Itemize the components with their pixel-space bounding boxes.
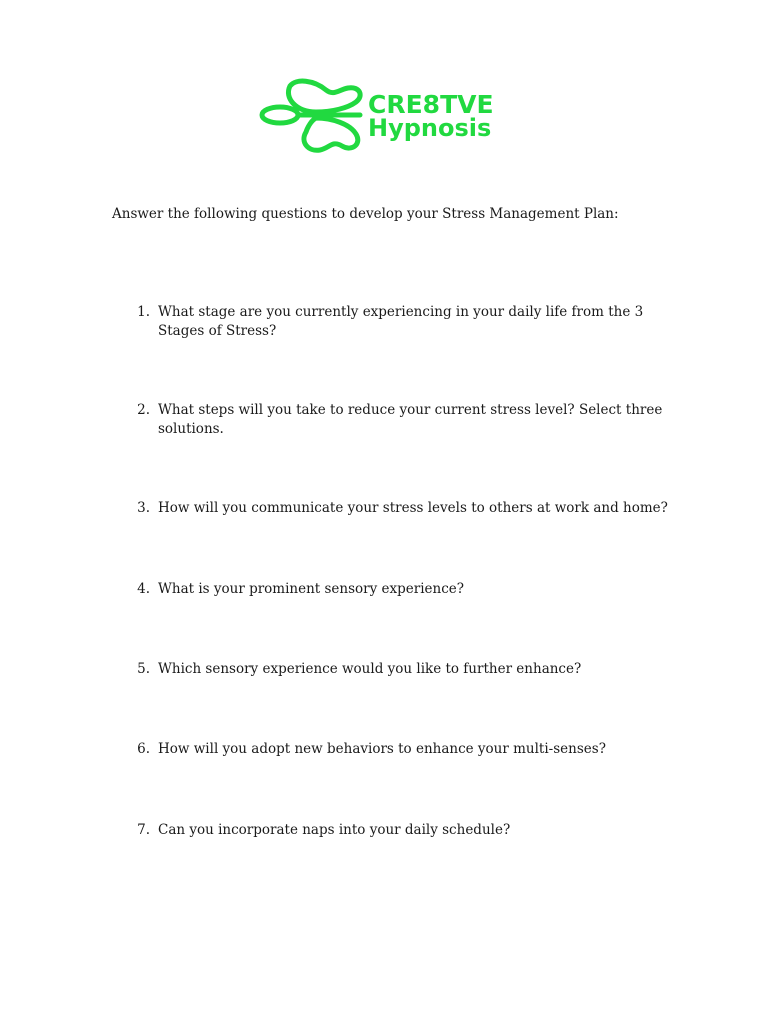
question-text: What steps will you take to reduce your current stress level? Select three solutions. <box>158 402 663 437</box>
question-text: How will you adopt new behaviors to enhance your multi-senses? <box>158 741 606 757</box>
question-number: 4. <box>137 581 150 597</box>
question-item <box>128 401 668 439</box>
logo-wordmark-line2: Hypnosis <box>368 114 492 142</box>
question-text: What stage are you currently experiencing in your daily life from the 3 Stages of Stress? <box>158 304 644 339</box>
question-number: 1. <box>137 304 150 320</box>
question-number: 3. <box>137 500 150 516</box>
question-text: Which sensory experience would you like to further enhance? <box>158 661 582 677</box>
question-number: 6. <box>137 741 150 757</box>
intro-text: Answer the following questions to develop your Stress Management Plan: <box>112 206 619 222</box>
question-number: 2. <box>137 402 150 418</box>
question-item <box>128 303 668 341</box>
logo <box>256 78 496 158</box>
question-number: 5. <box>137 661 150 677</box>
question-text: Can you incorporate naps into your daily schedule? <box>158 822 511 838</box>
question-text: How will you communicate your stress levels to others at work and home? <box>158 500 668 516</box>
question-item <box>128 580 668 599</box>
logo-wordmark-line1: CRE8TVE <box>368 90 494 119</box>
question-item <box>128 740 668 759</box>
question-number: 7. <box>137 822 150 838</box>
question-text: What is your prominent sensory experience? <box>158 581 465 597</box>
question-item <box>128 660 668 679</box>
question-item <box>128 821 668 840</box>
butterfly-logo-icon <box>256 78 368 158</box>
question-item <box>128 499 668 518</box>
